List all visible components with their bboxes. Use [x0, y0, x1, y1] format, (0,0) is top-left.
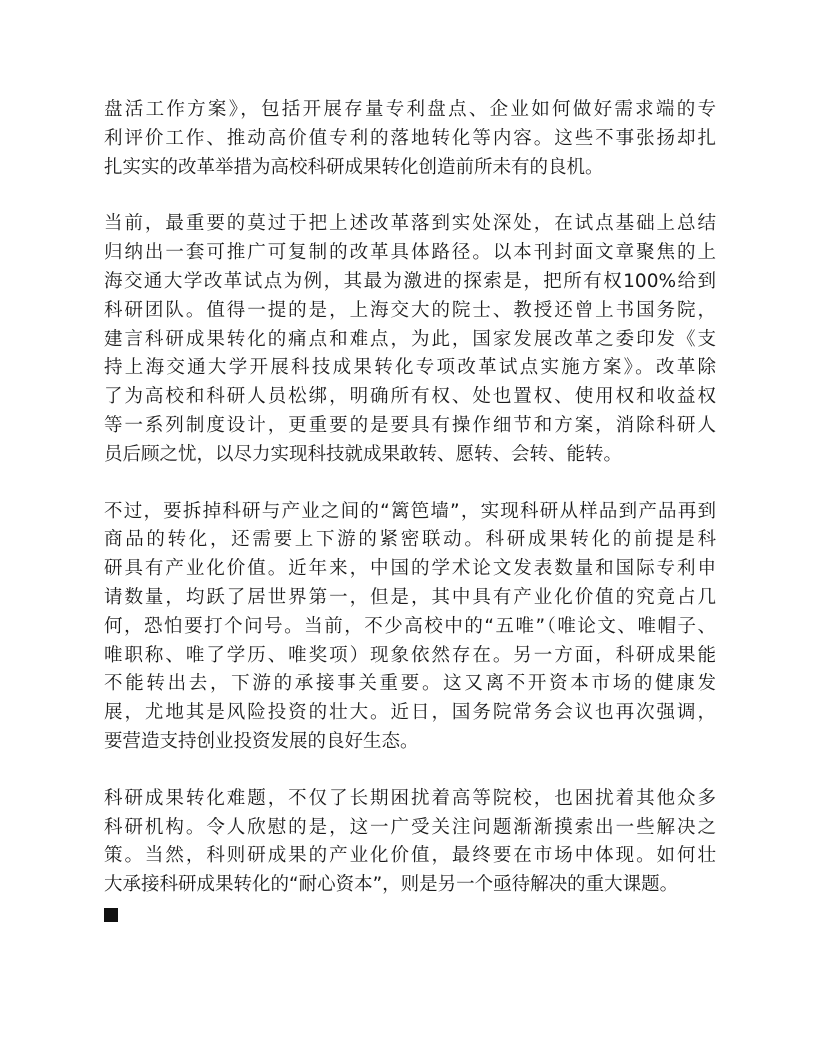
text-line: 展，尤地其是风险投资的壮大。近日，国务院常务会议也再次强调，	[104, 702, 716, 724]
paragraph-3	[104, 498, 716, 757]
text-line: 何，恐怕要打个问号。当前，不少高校中的“五唯”（唯论文、唯帽子、	[104, 615, 716, 637]
text-line: 了为高校和科研人员松绑，明确所有权、处也置权、使用权和收益权	[104, 386, 716, 408]
text-line: 扎实实的改革举措为高校科研成果转化创造前所未有的良机。	[104, 156, 604, 178]
text-line: 当前，最重要的莫过于把上述改革落到实处深处，在试点基础上总结	[104, 213, 716, 235]
text-line: 科研成果转化难题，不仅了长期困扰着高等院校，也困扰着其他众多	[104, 787, 716, 809]
text-line: 大承接科研成果转化的“耐心资本”，则是另一个亟待解决的重大课题。	[104, 874, 679, 896]
text-line: 不能转出去，下游的承接事关重要。这又离不开资本市场的健康发	[104, 673, 716, 695]
text-line: 唯职称、唯了学历、唯奖项）现象依然存在。另一方面，科研成果能	[104, 644, 716, 666]
text-line: 研具有产业化价值。近年来，中国的学术论文发表数量和国际专利申	[104, 558, 716, 580]
text-line: 盘活工作方案》，包括开展存量专利盘点、企业如何做好需求端的专	[104, 99, 716, 120]
text-line: 科研团队。值得一提的是，上海交大的院士、教授还曾上书国务院，	[104, 299, 716, 321]
text-line: 持上海交通大学开展科技成果转化专项改革试点实施方案》。改革除	[104, 357, 716, 379]
article-body	[104, 96, 716, 922]
text-line: 利评价工作、推动高价值专利的落地转化等内容。这些不事张扬却扎	[104, 127, 716, 149]
paragraph-4	[104, 785, 716, 900]
paragraph-1	[104, 96, 716, 182]
text-line: 建言科研成果转化的痛点和难点，为此，国家发展改革之委印发《支	[104, 328, 716, 350]
text-line: 请数量，均跃了居世界第一，但是，其中具有产业化价值的究竟占几	[104, 586, 716, 608]
end-of-article-mark	[104, 908, 118, 922]
text-line: 科研机构。令人欣慰的是，这一广受关注问题渐渐摸索出一些解决之	[104, 816, 716, 838]
text-line: 等一系列制度设计，更重要的是要具有操作细节和方案，消除科研人	[104, 414, 716, 436]
text-line: 海交通大学改革试点为例，其最为激进的探索是，把所有权100%给到	[104, 270, 716, 292]
text-line: 归纳出一套可推广可复制的改革具体路径。以本刊封面文章聚焦的上	[104, 242, 716, 264]
text-line: 商品的转化，还需要上下游的紧密联动。科研成果转化的前提是科	[104, 529, 716, 551]
text-line: 员后顾之忧，以尽力实现科技就成果敢转、愿转、会转、能转。	[104, 443, 623, 465]
text-line: 要营造支持创业投资发展的良好生态。	[104, 730, 419, 752]
paragraph-2	[104, 210, 716, 469]
text-line: 不过，要拆掉科研与产业之间的“篱笆墙”，实现科研从样品到产品再到	[104, 500, 716, 522]
text-line: 策。当然，科则研成果的产业化价值，最终要在市场中体现。如何壮	[104, 845, 716, 867]
